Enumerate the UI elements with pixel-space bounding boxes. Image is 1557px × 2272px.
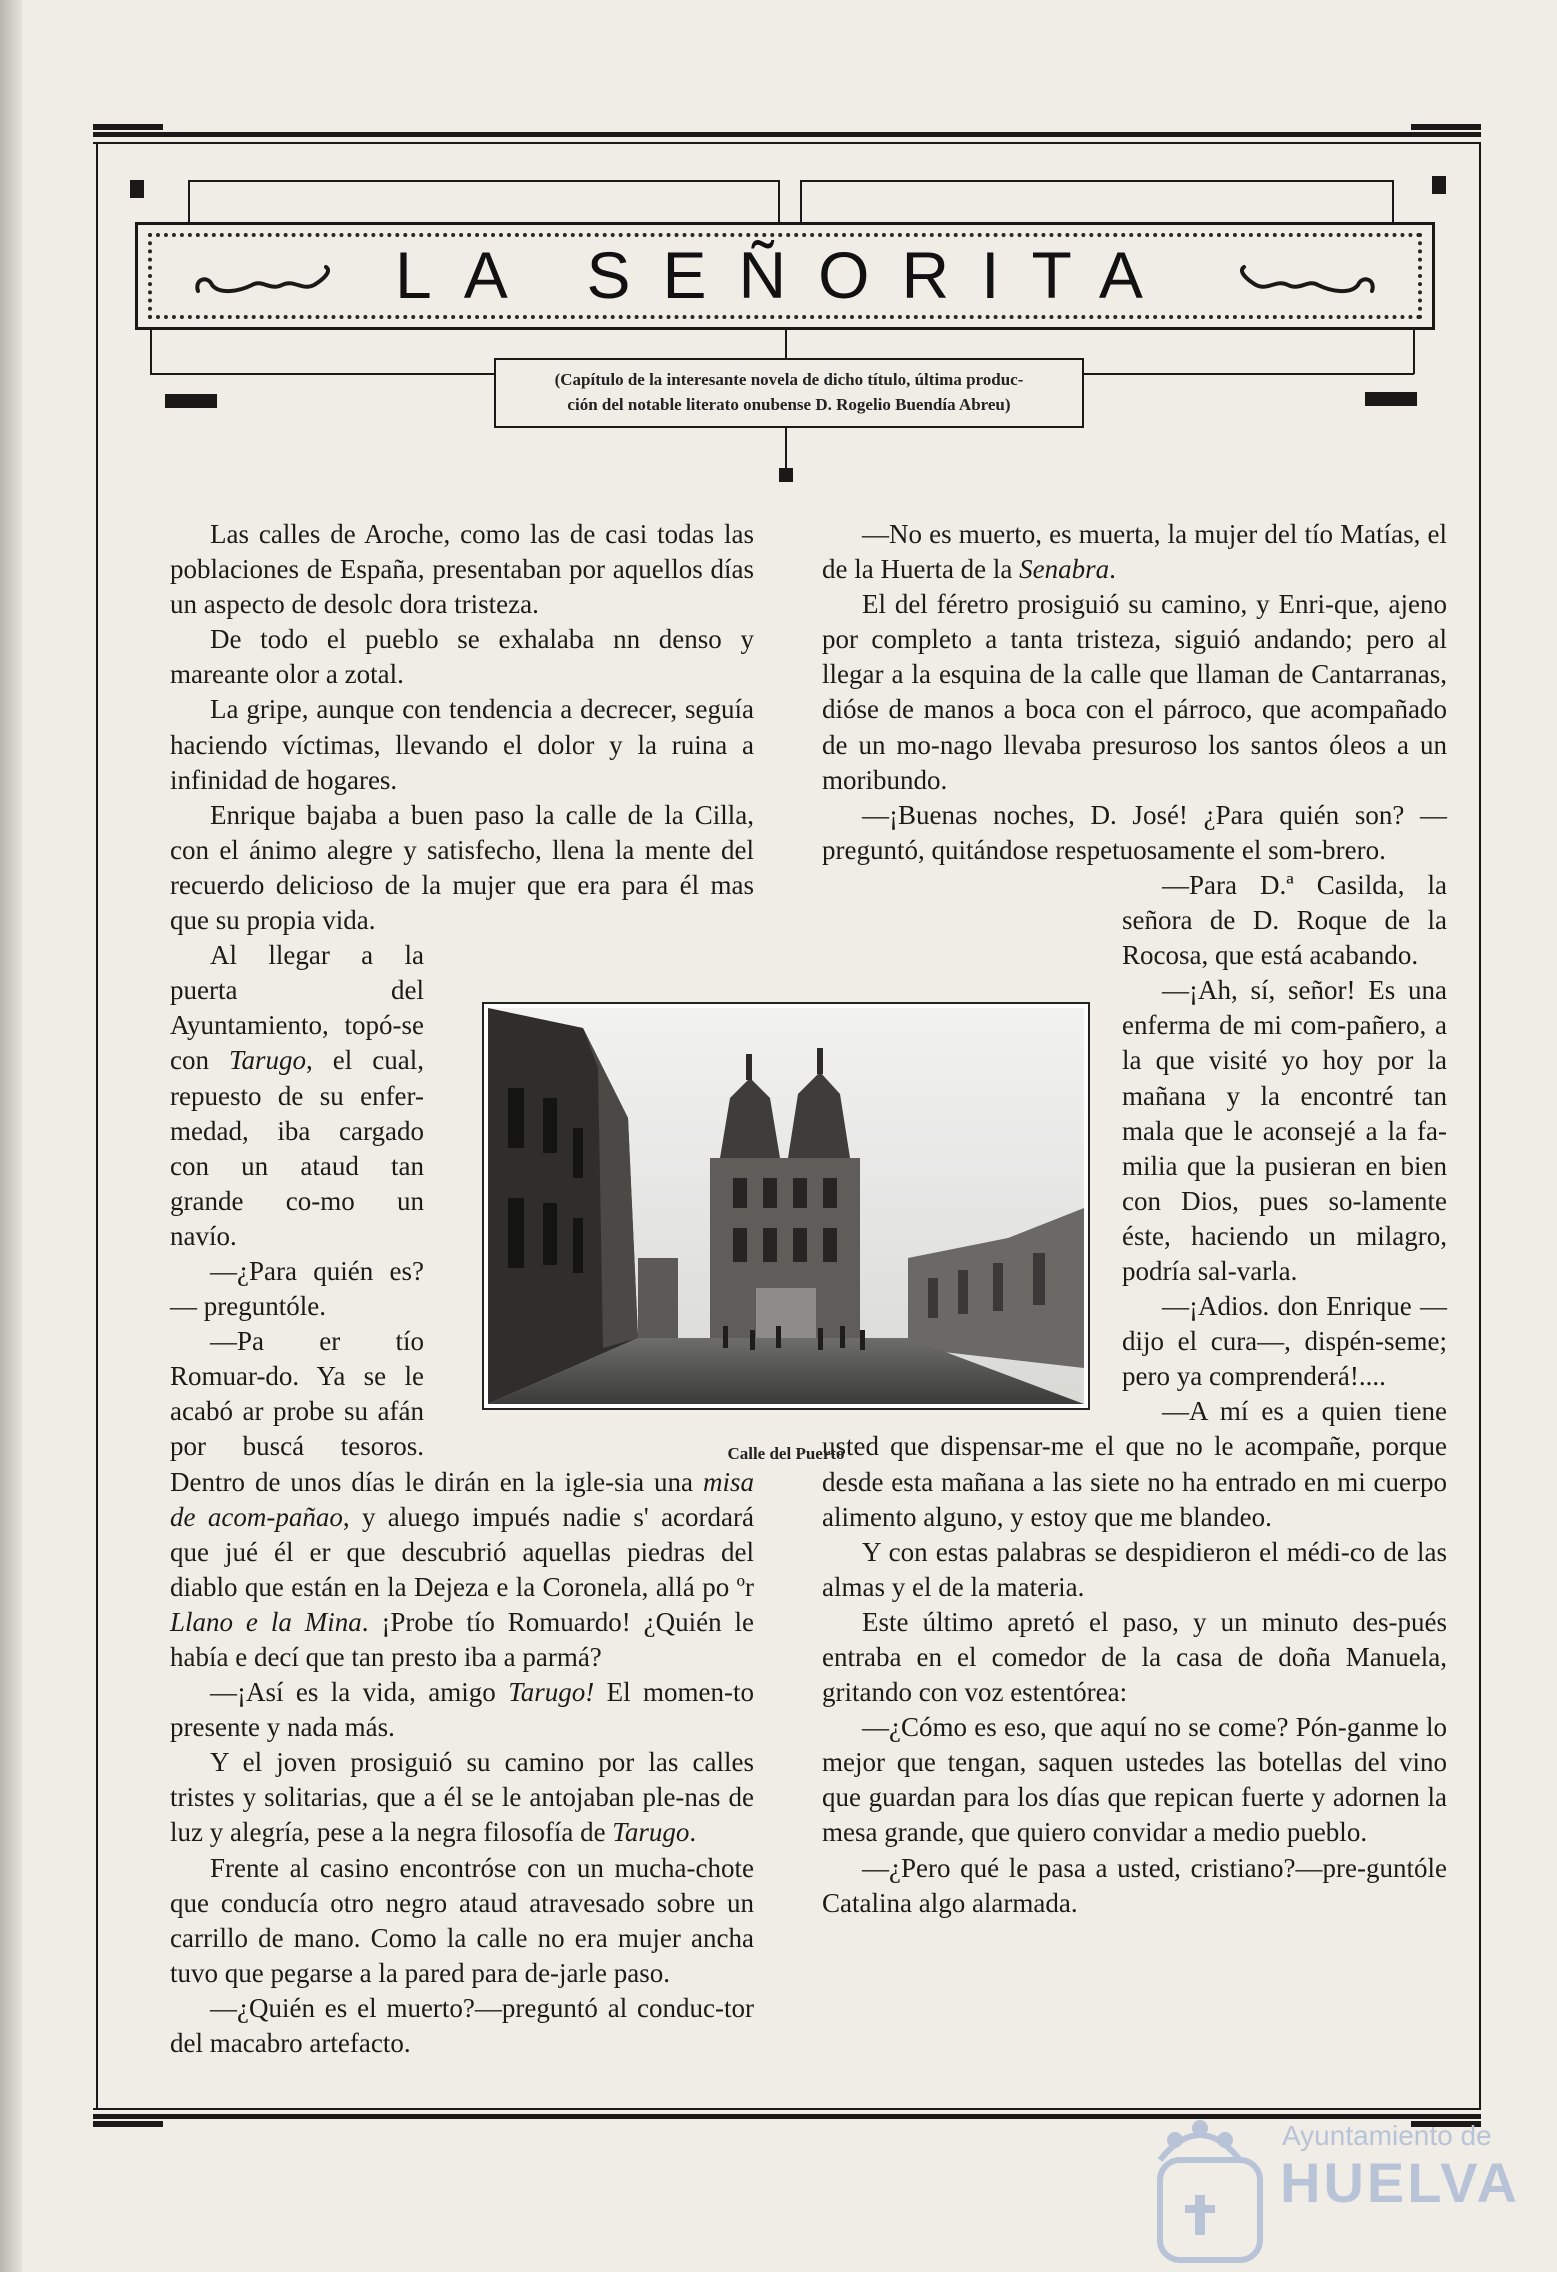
paragraph: —¿Cómo es eso, que aquí no se come? Pón-ganme lo mejor que tengan, saquen ustedes las botellas del vino que guardan para los días que repican fuerte y adornen la mesa grande, que quiero convidar a medio pueblo. — [822, 1712, 1447, 1848]
paragraph: —Para D.ª Casilda, la señora de D. Roque de la Rocosa, que está acabando. — [1122, 869, 1447, 971]
header-bracket-left-end — [778, 180, 780, 222]
watermark-line-2: HUELVA — [1280, 2151, 1520, 2214]
subtitle-bar-right — [1084, 373, 1414, 375]
subtitle-bar-left — [150, 373, 494, 375]
paragraph: El del féretro prosiguió su camino, y Enri-que, ajeno por completo a tanta tristeza, siguió andando; pero al llegar a la esquina de la calle que llaman de Cantarranas, dióse de manos a boca con el párroco, que acompañado de un mo-nago llevaba presuroso los santos óleos a un moribundo. — [822, 589, 1447, 795]
subtitle-line-1: (Capítulo de la interesante novela de dicho título, última produc- — [554, 370, 1024, 389]
paragraph: De todo el pueblo se exhalaba nn denso y mareante olor a zotal. — [170, 624, 754, 690]
left-frame-line — [96, 142, 98, 2110]
paragraph: —¿Quién es el muerto?—preguntó al conduc-tor del macabro artefacto. — [170, 1992, 754, 2059]
corner-square-left — [130, 180, 144, 198]
paragraph: —¡Así es la vida, amigo Tarugo! El momen-to presente y nada más. — [170, 1677, 754, 1743]
paragraph: Y el joven prosiguió su camino por las calles tristes y solitarias, que a él se le antojaban ple-nas de luz y alegría, pese a la negra filosofía de Tarugo. — [170, 1747, 754, 1848]
header-bracket-right-end — [1392, 180, 1394, 222]
bottom-rule-accent-left — [93, 2121, 163, 2127]
paragraph: Al llegar a la puerta del Ayuntamiento, topó-se con Tarugo, el cual, repuesto de su enfer-medad, iba cargado con un ataud tan grande co-mo un navío. — [170, 940, 424, 1251]
phrase-emphasis: misa de acom-pañao — [170, 1466, 754, 1532]
subtitle-line-2: ción del notable literato onubense D. Rogelio Buendía Abreu) — [567, 395, 1011, 414]
watermark-line-1: Ayuntamiento de — [1282, 2120, 1492, 2151]
place-emphasis: Llano e la Mina — [170, 1606, 362, 1637]
name-emphasis: Tarugo — [228, 1045, 307, 1076]
photo-caption: Calle del Puerto — [727, 1444, 845, 1463]
header-bracket-right — [800, 180, 1392, 182]
right-frame-line — [1479, 142, 1481, 2110]
swash-ornament-right-icon — [1230, 261, 1380, 301]
paragraph: —¡Buenas noches, D. José! ¿Para quién son? —preguntó, quitándose respetuosamente el som-brero. — [822, 799, 1447, 865]
street-photo — [482, 1002, 1090, 1410]
street-photo-image — [488, 1008, 1084, 1404]
paragraph: Frente al casino encontróse con un mucha-chote que conducía otro negro ataud atravesado sobre un carrillo de mano. Como la calle no era mujer ancha tuvo que pegarse a la pared para de-jarle paso. — [170, 1852, 754, 1988]
paragraph: —A mí es a quien tiene usted que dispensar-me el que no le acompañe, porque desde esta mañana a las siete no ha entrado en mi cuerpo alimento alguno, y estoy que me blandeo. — [822, 1396, 1447, 1532]
subtitle-stem-square — [779, 468, 793, 482]
subtitle-accent-right — [1365, 392, 1417, 406]
top-rule-accent-right — [1411, 124, 1481, 130]
paragraph: Y con estas palabras se despidieron el médi-co de las almas y el de la materia. — [822, 1536, 1447, 1602]
paragraph: —No es muerto, es muerta, la mujer del tío Matías, el de la Huerta de la Senabra. — [822, 519, 1447, 585]
name-emphasis: Tarugo! — [508, 1677, 595, 1708]
subtitle-accent-left — [165, 394, 217, 408]
header-bracket-left-start — [188, 180, 190, 222]
title-frame — [135, 222, 1435, 330]
top-rule — [93, 132, 1481, 137]
page-title: LA SEÑORITA — [395, 238, 1175, 312]
paragraph: La gripe, aunque con tendencia a decrecer, seguía haciendo víctimas, llevando el dolor y la ruina a infinidad de hogares. — [170, 694, 754, 795]
header-bracket-right-start — [800, 180, 802, 222]
paragraph: Este último apretó el paso, y un minuto des-pués entraba en el comedor de la casa de doña Manuela, gritando con voz estentórea: — [822, 1606, 1447, 1708]
subtitle-bar-left-drop — [150, 330, 152, 374]
place-emphasis: Senabra — [1019, 554, 1110, 585]
name-emphasis: Tarugo — [612, 1817, 690, 1848]
page-edge-shadow — [0, 0, 22, 2272]
paragraph: —¡Ah, sí, señor! Es una enferma de mi com-pañero, a la que visité yo hoy por la mañana y la encontré tan mala que le aconsejé a la fa-milia que la pusieran en bien con Dios, pues so-lamente éste, haciendo un milagro, podría sal-varla. — [1122, 975, 1447, 1286]
paragraph: —¿Pero qué le pasa a usted, cristiano?—pre-guntóle Catalina algo alarmada. — [822, 1852, 1447, 1918]
paragraph: Las calles de Aroche, como las de casi todas las poblaciones de España, presentaban por aquellos días un aspecto de desolc dora tristeza. — [170, 519, 754, 620]
top-rule-accent-left — [93, 124, 163, 130]
subtitle-bar-right-drop — [1413, 330, 1415, 374]
subtitle-box — [494, 358, 1084, 428]
paragraph: —¡Adios. don Enrique —dijo el cura—, dispén-seme; pero ya comprenderá!.... — [1122, 1291, 1447, 1392]
header-bracket-left — [188, 180, 778, 182]
paragraph: —¿Para quién es?— preguntóle. — [170, 1255, 424, 1322]
title-stem — [785, 330, 787, 358]
top-rule-thin — [93, 142, 1481, 144]
corner-square-right — [1432, 176, 1446, 194]
paragraph: Enrique bajaba a buen paso la calle de la Cilla, con el ánimo alegre y satisfecho, llena la mente del recuerdo delicioso de la mujer que era para él mas que su propia vida. — [170, 799, 754, 936]
paragraph: —Pa er tío Romuar-do. Ya se le acabó ar probe su afán por buscá tesoros. Dentro de unos días le dirán en la igle-sia una misa de acom-pañao, y aluego impués nadie s' acordará que jué él er que descubrió aquellas piedras del diablo que están en la Dejeza e la Coronela, allá po ºr Llano e la Mina. ¡Probe tío Romuardo! ¿Quién le había e decí que tan presto iba a parmá? — [170, 1326, 754, 1672]
